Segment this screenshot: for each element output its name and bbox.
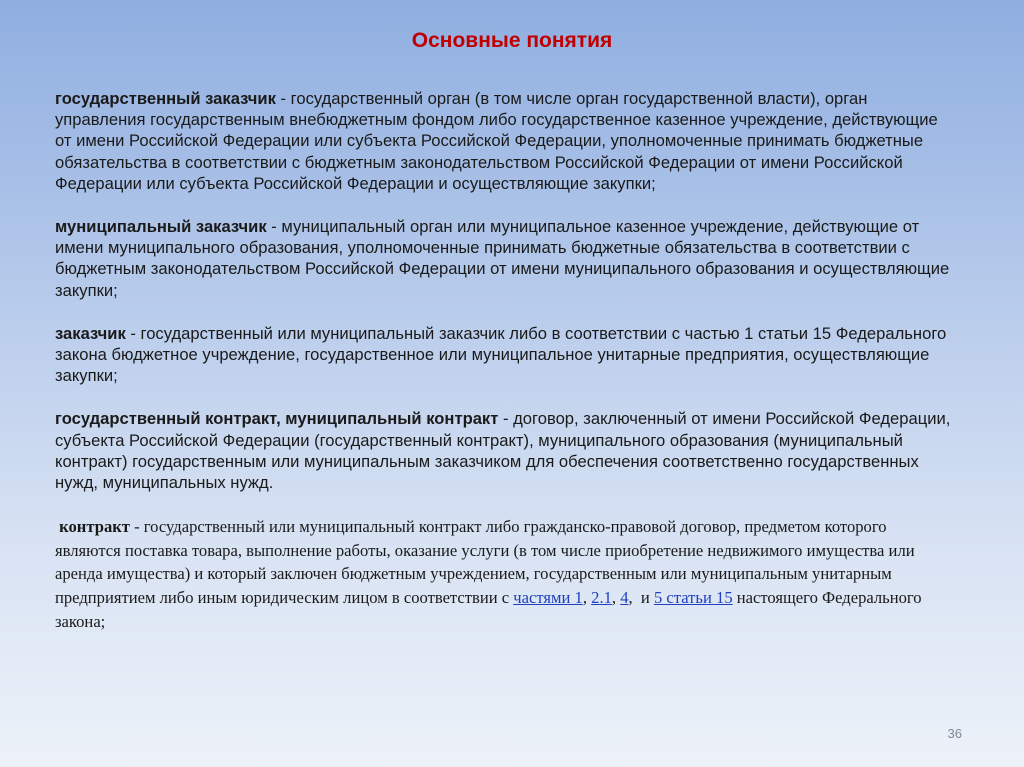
- definition-paragraph: [55, 323, 955, 387]
- definition-text: - государственный или муниципальный заказчик либо в соответствии с частью 1 статьи 15 Федерального закона бюджетное учреждение, государственное или муниципальное унитарные предприятия, осуществляющие закупки;: [55, 323, 947, 386]
- definition-term: заказчик: [55, 323, 126, 343]
- definition-paragraph: [55, 88, 955, 194]
- law-link-article-15-part-5[interactable]: 5 статьи 15: [653, 588, 733, 608]
- law-link-part-2-1[interactable]: 2.1: [591, 588, 612, 608]
- definitions-body: [55, 88, 955, 655]
- definition-text: - государственный или муниципальный контракт либо гражданско-правовой договор, предметом которого являются поставка товара, выполнение работы, оказание услуги (в том числе приобретение недвижимого имущества или аренда имущества) и который заключен бюджетным учреждением, государственным или муниципальным унитарным предприятием либо иным юридическим лицом в соответствии с: [55, 517, 915, 608]
- definition-text: - муниципальный орган или муниципальное казенное учреждение, действующие от имени муниципального образования, уполномоченные принимать бюджетные обязательства в соответствии с бюджетным законодательством Российской Федерации от имени муниципального образования и осуществляющие закупки;: [55, 217, 950, 300]
- definition-term: государственный заказчик: [55, 89, 276, 108]
- definition-paragraph: [55, 408, 955, 493]
- separator-text: ,: [611, 588, 621, 608]
- separator-text: ,: [582, 588, 592, 608]
- definition-tail-text: настоящего Федерального закона;: [55, 588, 922, 631]
- law-link-part-4[interactable]: 4: [620, 588, 629, 608]
- definition-term: государственный контракт, муниципальный контракт: [55, 409, 499, 429]
- law-link-part-1[interactable]: частями 1: [513, 588, 583, 608]
- slide-title: Основные понятия: [411, 29, 613, 52]
- definition-term: муниципальный заказчик: [55, 217, 267, 237]
- definition-text: - договор, заключенный от имени Российской Федерации, субъекта Российской Федерации (государственный контракт), муниципального образования (муниципальный контракт) государственным или муниципальным заказчиком для обеспечения соответственно государственных нужд, муниципальных нужд.: [55, 409, 951, 493]
- contract-definition-paragraph: [55, 515, 955, 633]
- page-number: 36: [947, 726, 962, 741]
- separator-text: , и: [628, 588, 654, 608]
- definition-text: - государственный орган (в том числе орган государственной власти), орган управления государственным внебюджетным фондом либо государственное казенное учреждение, действующие от имени Российской Федерации или субъекта Российской Федерации, уполномоченные принимать бюджетные обязательства в соответствии с бюджетным законодательством Российской Федерации от имени Российской Федерации или субъекта Российской Федерации и осуществляющие закупки;: [55, 89, 938, 193]
- definition-paragraph: [55, 216, 955, 301]
- definition-term: контракт: [59, 517, 130, 537]
